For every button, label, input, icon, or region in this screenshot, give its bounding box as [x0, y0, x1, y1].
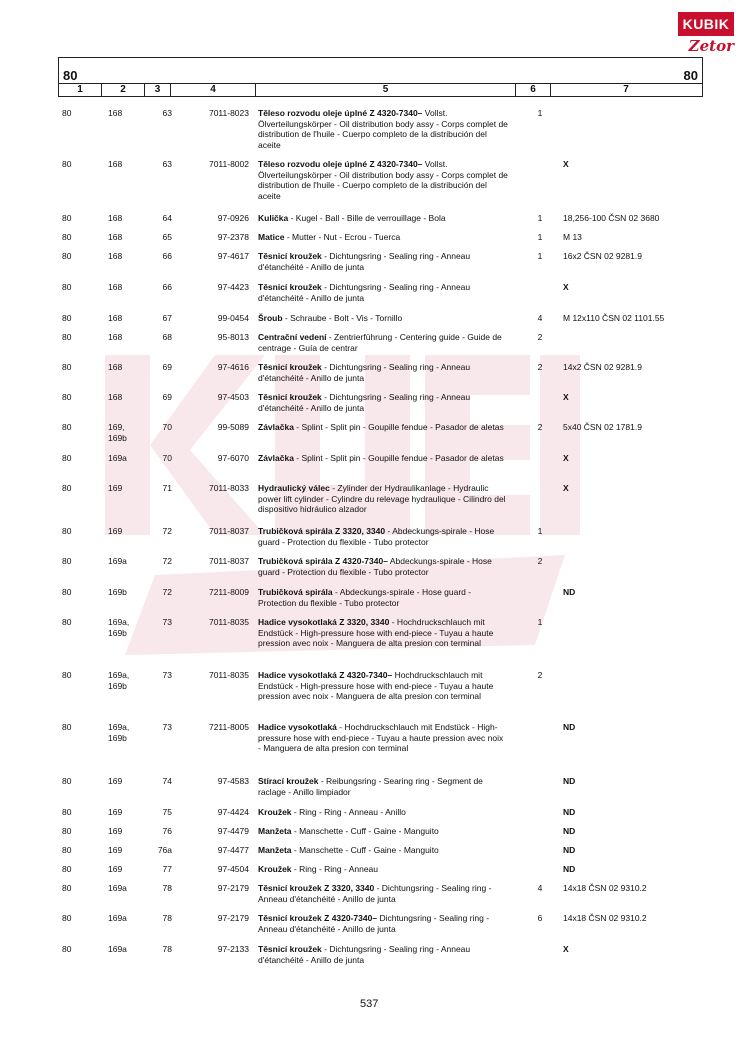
- figure-cell: 168: [108, 213, 123, 223]
- description-translations: - Dichtungsring - Sealing ring - Anneau d'étanchéité - Anillo de junta: [258, 944, 471, 965]
- figure-cell: 169, 169b: [108, 422, 127, 443]
- note-cell: M 12x110 ČSN 02 1101.55: [563, 313, 665, 323]
- description-title: Trubičková spirála: [258, 587, 333, 597]
- description-title: Trubičková spirála Z 3320, 3340: [258, 526, 386, 536]
- description-title: Kroužek: [258, 864, 292, 874]
- description-translations: - Hochdruckschlauch mit Endstück - High-pressure hose with end-piece - Tuyau a haute pression avec noix - Manguera de alta presion con terminal: [258, 617, 494, 649]
- figure-cell: 168: [108, 282, 123, 292]
- position-cell: 76a: [157, 845, 172, 855]
- figure-cell: 169a: [108, 944, 127, 954]
- description-cell: [258, 282, 508, 303]
- description-cell: [258, 422, 508, 433]
- figure-cell: 169: [108, 826, 123, 836]
- chapter-cell: 80: [62, 807, 72, 817]
- description-title: Stírací kroužek: [258, 776, 319, 786]
- quantity-cell: 4: [537, 883, 543, 893]
- part-number-cell: 97-4423: [217, 282, 249, 292]
- position-cell: 73: [162, 670, 172, 680]
- part-number-cell: 99-5089: [217, 422, 249, 432]
- zetor-logo-text: Zetor: [688, 37, 734, 55]
- description-cell: [258, 913, 508, 934]
- chapter-cell: 80: [62, 776, 72, 786]
- chapter-cell: 80: [62, 670, 72, 680]
- figure-cell: 169: [108, 776, 123, 786]
- note-cell: 16x2 ČSN 02 9281.9: [563, 251, 642, 261]
- part-number-cell: 97-4479: [217, 826, 249, 836]
- figure-cell: 169a: [108, 883, 127, 893]
- note-cell: ND: [563, 807, 576, 817]
- description-cell: [258, 722, 508, 754]
- description-title: Matice: [258, 232, 285, 242]
- description-title: Manžeta: [258, 826, 292, 836]
- description-cell: [258, 453, 508, 464]
- description-title: Trubičková spirála Z 4320-7340–: [258, 556, 388, 566]
- description-cell: [258, 617, 508, 649]
- quantity-cell: 1: [537, 617, 543, 627]
- description-translations: - Abdeckungs-spirale - Hose guard - Protection du flexible - Tubo protector: [258, 587, 472, 608]
- part-number-cell: 7211-8009: [208, 587, 249, 597]
- position-cell: 69: [162, 392, 172, 402]
- description-translations: - Dichtungsring - Sealing ring - Anneau d'étanchéité - Anillo de junta: [258, 883, 492, 904]
- part-number-cell: 97-4616: [217, 362, 249, 372]
- position-cell: 72: [162, 556, 172, 566]
- chapter-cell: 80: [62, 864, 72, 874]
- part-number-cell: 97-0926: [217, 213, 249, 223]
- position-cell: 64: [162, 213, 172, 223]
- note-cell: M 13: [563, 232, 582, 242]
- description-cell: [258, 556, 508, 577]
- quantity-cell: 2: [537, 422, 543, 432]
- description-cell: [258, 526, 508, 547]
- column-header-5: 5: [256, 84, 516, 96]
- kubik-logo-text: KUBIK: [678, 12, 734, 36]
- chapter-cell: 80: [62, 556, 72, 566]
- description-cell: [258, 313, 508, 324]
- part-number-cell: 97-4503: [217, 392, 249, 402]
- position-cell: 73: [162, 722, 172, 732]
- description-cell: [258, 587, 508, 608]
- quantity-cell: 1: [537, 232, 543, 242]
- figure-cell: 168: [108, 108, 123, 118]
- column-header-3: 3: [145, 84, 171, 96]
- description-translations: - Schraube - Bolt - Vis - Tornillo: [282, 313, 403, 323]
- description-translations: - Zentrierführung - Centering guide - Guide de centrage - Guía de centrar: [258, 332, 502, 353]
- note-cell: 14x18 ČSN 02 9310.2: [563, 883, 647, 893]
- part-number-cell: 97-4424: [217, 807, 249, 817]
- description-translations: - Dichtungsring - Sealing ring - Anneau d'étanchéité - Anillo de junta: [258, 282, 471, 303]
- chapter-cell: 80: [62, 159, 72, 169]
- description-cell: [258, 362, 508, 383]
- description-title: Závlačka: [258, 453, 294, 463]
- description-translations: - Ring - Ring - Anneau: [291, 864, 379, 874]
- chapter-cell: 80: [62, 883, 72, 893]
- description-cell: [258, 845, 508, 856]
- description-translations: - Dichtungsring - Sealing ring - Anneau d'étanchéité - Anillo de junta: [258, 251, 471, 272]
- description-title: Těsnicí kroužek: [258, 251, 322, 261]
- position-cell: 74: [162, 776, 172, 786]
- figure-cell: 168: [108, 362, 123, 372]
- description-cell: [258, 251, 508, 272]
- position-cell: 78: [162, 883, 172, 893]
- description-translations: - Mutter - Nut - Ecrou - Tuerca: [284, 232, 401, 242]
- table-header-box: [58, 57, 703, 97]
- note-cell: ND: [563, 826, 576, 836]
- note-cell: X: [563, 944, 569, 954]
- note-cell: X: [563, 453, 569, 463]
- quantity-cell: 2: [537, 556, 543, 566]
- chapter-cell: 80: [62, 453, 72, 463]
- note-cell: X: [563, 483, 569, 493]
- figure-cell: 168: [108, 313, 123, 323]
- chapter-cell: 80: [62, 251, 72, 261]
- note-cell: 18,256-100 ČSN 02 3680: [563, 213, 660, 223]
- chapter-cell: 80: [62, 362, 72, 372]
- quantity-cell: 2: [537, 332, 543, 342]
- figure-cell: 169: [108, 483, 123, 493]
- part-number-cell: 97-4583: [217, 776, 249, 786]
- figure-cell: 169b: [108, 587, 127, 597]
- description-translations: - Manschette - Cuff - Gaine - Manguito: [291, 845, 439, 855]
- note-cell: ND: [563, 587, 576, 597]
- description-cell: [258, 670, 508, 702]
- part-number-cell: 7011-8002: [208, 159, 249, 169]
- column-header-1: 1: [59, 84, 102, 96]
- description-title: Těsnicí kroužek: [258, 944, 322, 954]
- chapter-cell: 80: [62, 483, 72, 493]
- description-title: Hadice vysokotlaká: [258, 722, 337, 732]
- column-header-2: 2: [102, 84, 145, 96]
- position-cell: 72: [162, 587, 172, 597]
- note-cell: ND: [563, 845, 576, 855]
- kubik-zetor-logo: [678, 12, 734, 62]
- description-translations: - Hochdruckschlauch mit Endstück - High-pressure hose with end-piece - Tuyau a haute pression avec noix - Manguera de alta presion con terminal: [258, 722, 504, 754]
- position-cell: 68: [162, 332, 172, 342]
- description-translations: - Splint - Split pin - Goupille fendue - Pasador de aletas: [293, 453, 504, 463]
- quantity-cell: 1: [537, 526, 543, 536]
- description-translations: Vollst. Ölverteilungskörper - Oil distribution body assy - Corps complet de distribution de l'huile - Cuerpo completo de la distribución del aceite: [258, 108, 508, 150]
- part-number-cell: 7211-8005: [208, 722, 249, 732]
- description-translations: Abdeckungs-spirale - Hose guard - Protection du flexible - Tubo protector: [258, 556, 492, 577]
- part-number-cell: 97-6070: [217, 453, 249, 463]
- position-cell: 70: [162, 453, 172, 463]
- position-cell: 78: [162, 944, 172, 954]
- part-number-cell: 97-2179: [217, 913, 249, 923]
- figure-cell: 169a: [108, 556, 127, 566]
- note-cell: ND: [563, 722, 576, 732]
- description-title: Závlačka: [258, 422, 294, 432]
- chapter-cell: 80: [62, 213, 72, 223]
- chapter-cell: 80: [62, 232, 72, 242]
- column-header-row: [59, 83, 702, 96]
- description-title: Kroužek: [258, 807, 292, 817]
- description-cell: [258, 483, 508, 515]
- note-cell: 5x40 ČSN 02 1781.9: [563, 422, 642, 432]
- chapter-cell: 80: [62, 722, 72, 732]
- description-title: Šroub: [258, 313, 283, 323]
- description-cell: [258, 776, 508, 797]
- chapter-number-right: 80: [683, 68, 698, 83]
- description-title: Těsnicí kroužek Z 4320-7340–: [258, 913, 378, 923]
- description-translations: - Splint - Split pin - Goupille fendue - Pasador de aletas: [293, 422, 504, 432]
- description-translations: - Kugel - Ball - Bille de verrouillage - Bola: [288, 213, 446, 223]
- part-number-cell: 97-2378: [217, 232, 249, 242]
- part-number-cell: 99-0454: [217, 313, 249, 323]
- note-cell: ND: [563, 776, 576, 786]
- description-title: Těsnicí kroužek: [258, 392, 322, 402]
- description-title: Hydraulický válec: [258, 483, 330, 493]
- description-cell: [258, 392, 508, 413]
- chapter-cell: 80: [62, 526, 72, 536]
- chapter-cell: 80: [62, 617, 72, 627]
- note-cell: ND: [563, 864, 576, 874]
- description-translations: Vollst. Ölverteilungskörper - Oil distribution body assy - Corps complet de distribution de l'huile - Cuerpo completo de la distribución del aceite: [258, 159, 508, 201]
- position-cell: 73: [162, 617, 172, 627]
- figure-cell: 169a: [108, 913, 127, 923]
- part-number-cell: 7011-8023: [208, 108, 249, 118]
- quantity-cell: 6: [537, 913, 543, 923]
- chapter-cell: 80: [62, 282, 72, 292]
- description-translations: - Dichtungsring - Sealing ring - Anneau d'étanchéité - Anillo de junta: [258, 392, 471, 413]
- chapter-cell: 80: [62, 422, 72, 432]
- description-translations: Dichtungsring - Sealing ring - Anneau d'étanchéité - Anillo de junta: [258, 913, 490, 934]
- description-title: Těsnicí kroužek: [258, 362, 322, 372]
- description-cell: [258, 332, 508, 353]
- note-cell: X: [563, 282, 569, 292]
- position-cell: 71: [162, 483, 172, 493]
- position-cell: 66: [162, 251, 172, 261]
- description-title: Centrační vedení: [258, 332, 327, 342]
- description-translations: - Dichtungsring - Sealing ring - Anneau d'étanchéité - Anillo de junta: [258, 362, 471, 383]
- position-cell: 78: [162, 913, 172, 923]
- note-cell: X: [563, 159, 569, 169]
- description-translations: - Zylinder der Hydraulikanlage - Hydraulic power lift cylinder - Cylindre du relevage hydraulique - Cilindro del dispositivo hidráulico alzador: [258, 483, 506, 515]
- part-number-cell: 7011-8037: [208, 526, 249, 536]
- column-header-7: 7: [623, 84, 629, 95]
- position-cell: 70: [162, 422, 172, 432]
- position-cell: 69: [162, 362, 172, 372]
- description-title: Těsnicí kroužek Z 3320, 3340: [258, 883, 375, 893]
- chapter-cell: 80: [62, 913, 72, 923]
- quantity-cell: 1: [537, 251, 543, 261]
- description-translations: - Manschette - Cuff - Gaine - Manguito: [291, 826, 439, 836]
- position-cell: 76: [162, 826, 172, 836]
- position-cell: 63: [162, 108, 172, 118]
- position-cell: 72: [162, 526, 172, 536]
- chapter-cell: 80: [62, 332, 72, 342]
- chapter-cell: 80: [62, 392, 72, 402]
- note-cell: X: [563, 392, 569, 402]
- figure-cell: 168: [108, 251, 123, 261]
- description-cell: [258, 944, 508, 965]
- quantity-cell: 2: [537, 362, 543, 372]
- description-title: Těleso rozvodu oleje úplné Z 4320-7340–: [258, 159, 423, 169]
- figure-cell: 169: [108, 845, 123, 855]
- position-cell: 66: [162, 282, 172, 292]
- figure-cell: 168: [108, 159, 123, 169]
- description-cell: [258, 864, 508, 875]
- figure-cell: 169: [108, 864, 123, 874]
- chapter-number-left: 80: [63, 68, 78, 83]
- column-header-6: 6: [516, 84, 551, 96]
- part-number-cell: 97-4504: [217, 864, 249, 874]
- figure-cell: 168: [108, 232, 123, 242]
- description-title: Kulička: [258, 213, 289, 223]
- quantity-cell: 2: [537, 670, 543, 680]
- part-number-cell: 7011-8035: [208, 670, 249, 680]
- position-cell: 65: [162, 232, 172, 242]
- description-translations: - Abdeckungs-spirale - Hose guard - Protection du flexible - Tubo protector: [258, 526, 495, 547]
- figure-cell: 168: [108, 392, 123, 402]
- description-cell: [258, 108, 508, 150]
- chapter-cell: 80: [62, 845, 72, 855]
- column-header-4: 4: [171, 84, 256, 96]
- figure-cell: 168: [108, 332, 123, 342]
- description-translations: - Reibungsring - Searing ring - Segment de raclage - Anillo limpiador: [258, 776, 483, 797]
- position-cell: 77: [162, 864, 172, 874]
- description-cell: [258, 826, 508, 837]
- quantity-cell: 4: [537, 313, 543, 323]
- part-number-cell: 97-2133: [217, 944, 249, 954]
- figure-cell: 169a: [108, 453, 127, 463]
- chapter-cell: 80: [62, 944, 72, 954]
- description-title: Těleso rozvodu oleje úplné Z 4320-7340–: [258, 108, 423, 118]
- figure-cell: 169: [108, 526, 123, 536]
- description-title: Těsnicí kroužek: [258, 282, 322, 292]
- note-cell: 14x18 ČSN 02 9310.2: [563, 913, 647, 923]
- part-number-cell: 7011-8037: [208, 556, 249, 566]
- description-title: Manžeta: [258, 845, 292, 855]
- page-number: 537: [360, 998, 379, 1010]
- figure-cell: 169a, 169b: [108, 722, 130, 743]
- position-cell: 67: [162, 313, 172, 323]
- position-cell: 63: [162, 159, 172, 169]
- chapter-cell: 80: [62, 313, 72, 323]
- description-cell: [258, 232, 508, 243]
- chapter-cell: 80: [62, 108, 72, 118]
- part-number-cell: 97-4617: [217, 251, 249, 261]
- chapter-cell: 80: [62, 587, 72, 597]
- part-number-cell: 97-4477: [217, 845, 249, 855]
- description-cell: [258, 213, 508, 224]
- figure-cell: 169a, 169b: [108, 617, 130, 638]
- figure-cell: 169: [108, 807, 123, 817]
- quantity-cell: 1: [537, 213, 543, 223]
- quantity-cell: 1: [537, 108, 543, 118]
- part-number-cell: 95-8013: [217, 332, 249, 342]
- description-translations: - Ring - Ring - Anneau - Anillo: [291, 807, 406, 817]
- part-number-cell: 97-2179: [217, 883, 249, 893]
- note-cell: 14x2 ČSN 02 9281.9: [563, 362, 642, 372]
- description-title: Hadice vysokotlaká Z 4320-7340–: [258, 670, 393, 680]
- position-cell: 75: [162, 807, 172, 817]
- description-cell: [258, 807, 508, 818]
- description-cell: [258, 159, 508, 201]
- figure-cell: 169a, 169b: [108, 670, 130, 691]
- description-translations: Hochdruckschlauch mit Endstück - High-pressure hose with end-piece - Tuyau a haute pression avec noix - Manguera de alta presion con terminal: [258, 670, 494, 702]
- chapter-cell: 80: [62, 826, 72, 836]
- part-number-cell: 7011-8033: [208, 483, 249, 493]
- description-title: Hadice vysokotlaká Z 3320, 3340: [258, 617, 390, 627]
- part-number-cell: 7011-8035: [208, 617, 249, 627]
- description-cell: [258, 883, 508, 904]
